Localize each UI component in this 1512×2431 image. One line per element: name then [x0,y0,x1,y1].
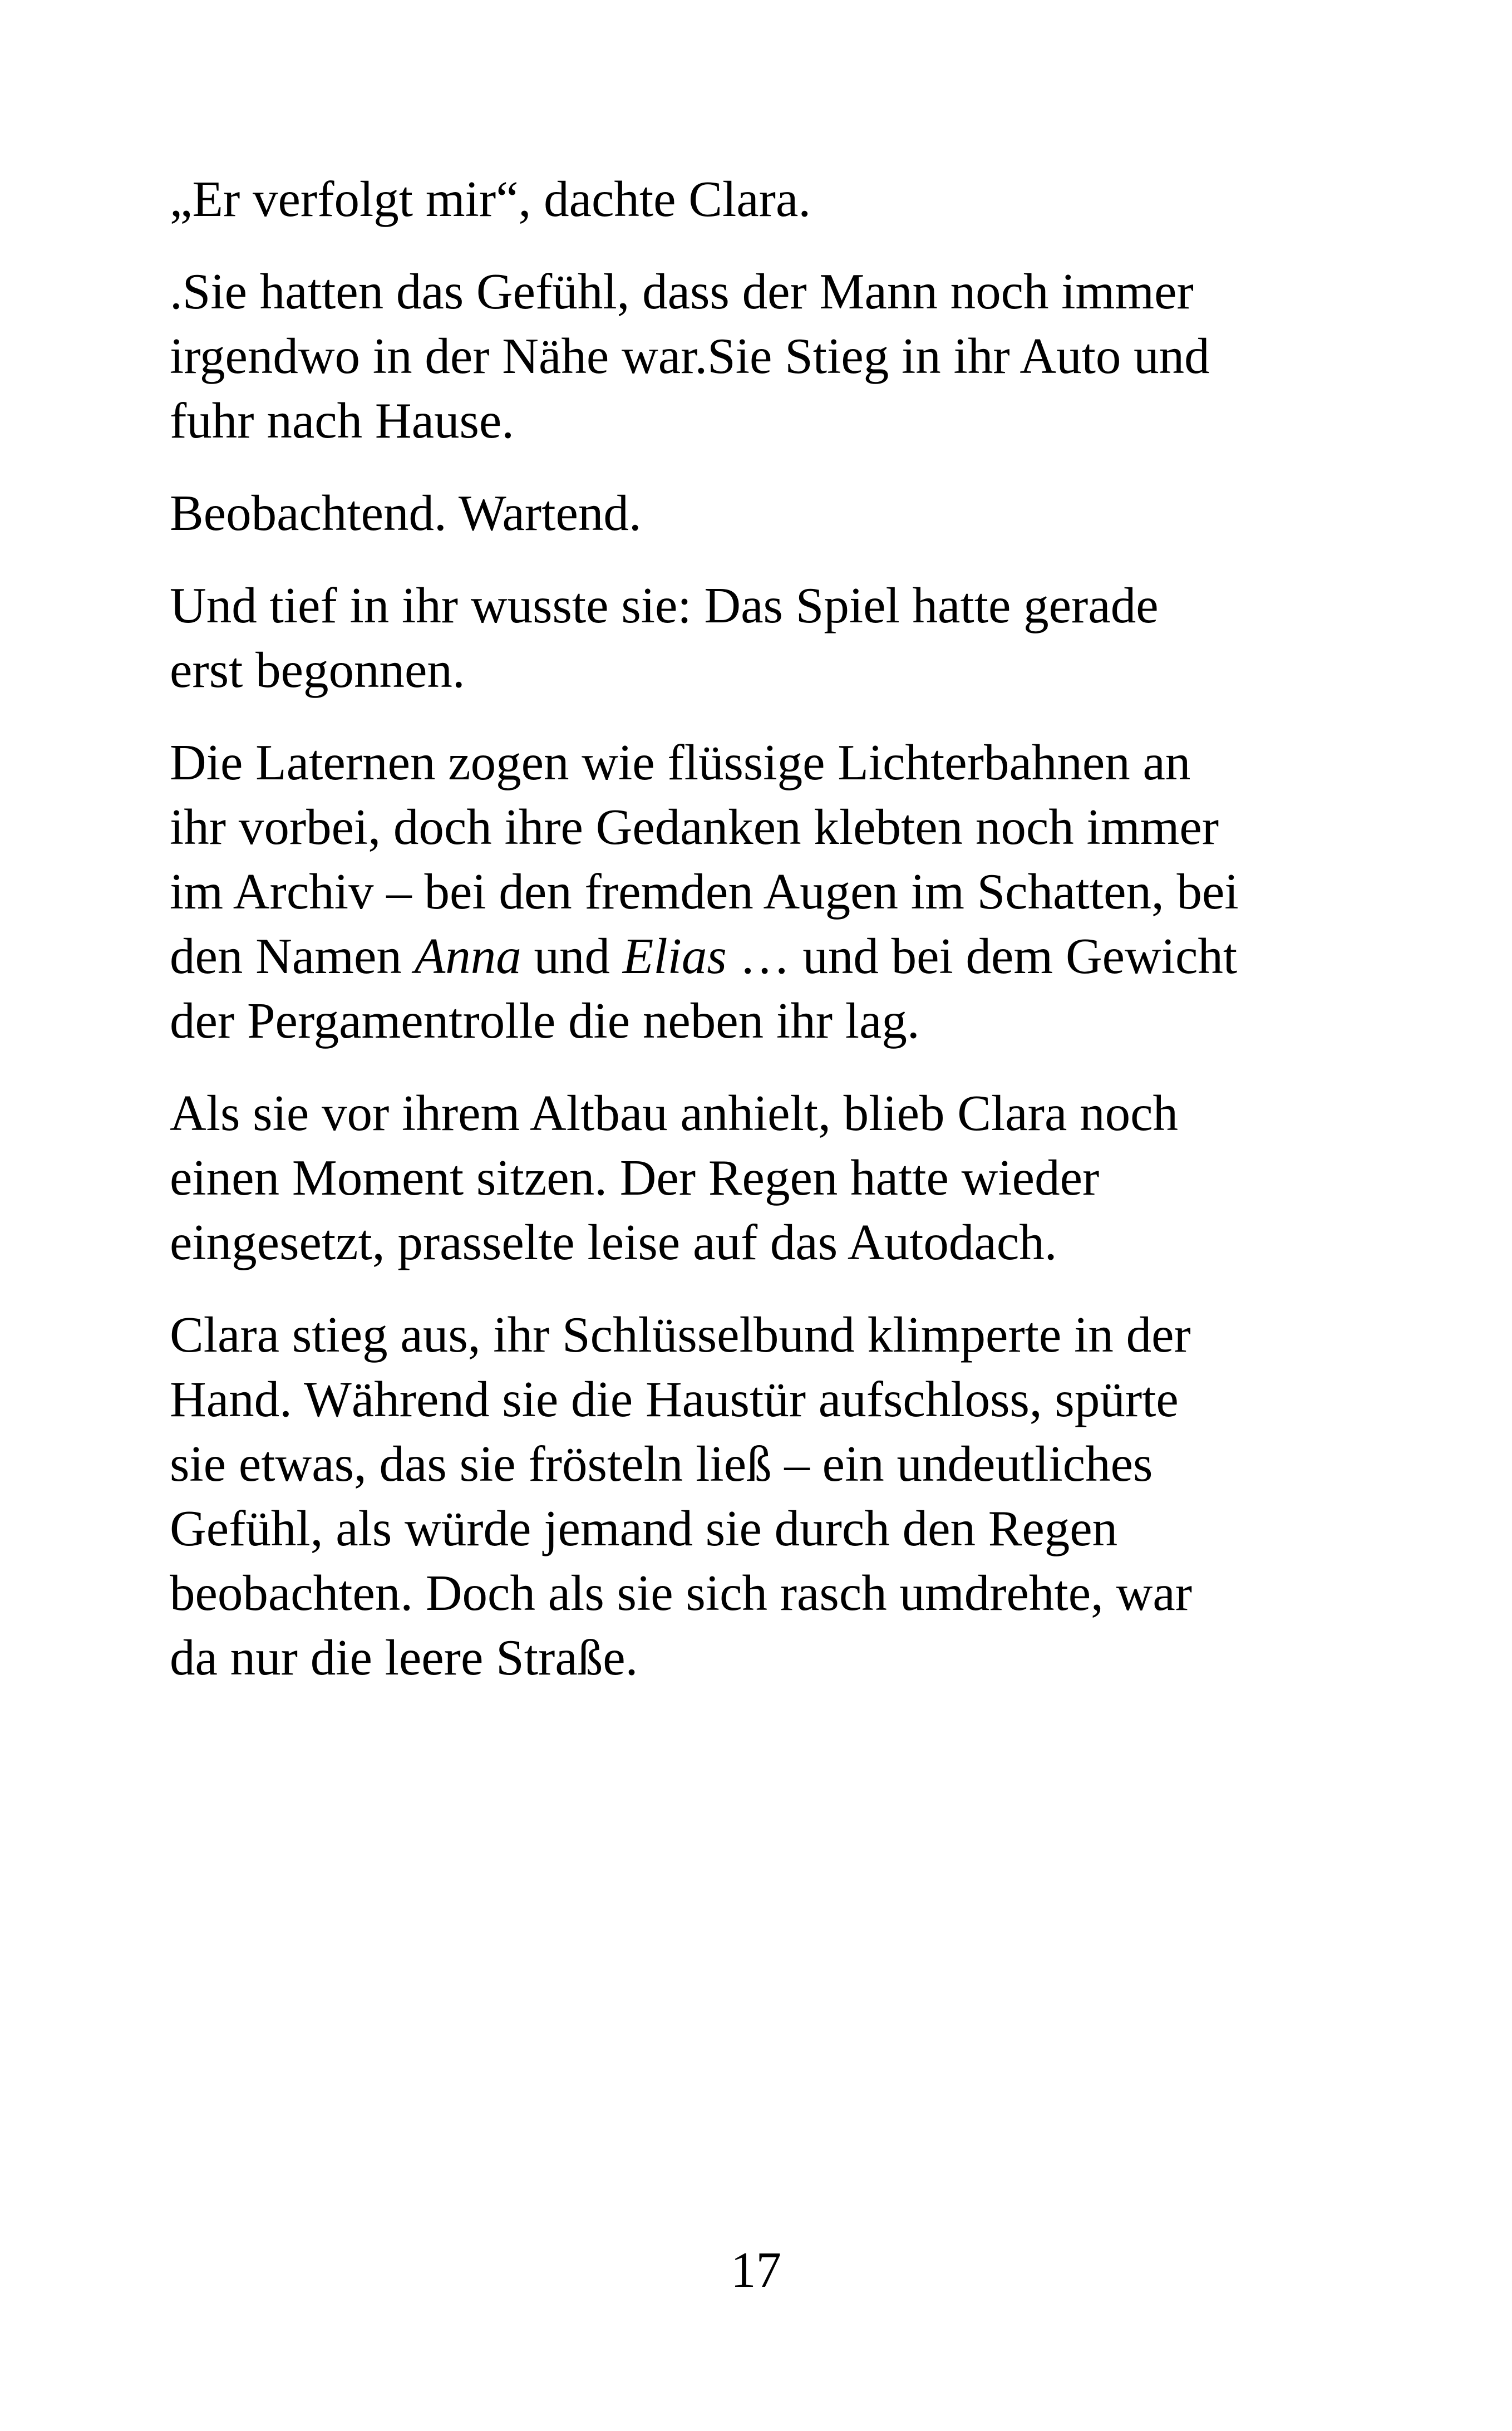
paragraph [170,481,1383,546]
name-anna: Anna [414,928,521,984]
text-run: … und bei dem Gewicht [726,928,1238,984]
text-line: erst begonnen. [170,642,465,698]
text-line: da nur die leere Straße. [170,1629,638,1686]
text-line: ihr vorbei, doch ihre Gedanken klebten noch immer [170,799,1219,855]
body-text [170,167,1383,1718]
paragraph [170,1303,1383,1690]
text-line: Clara stieg aus, ihr Schlüsselbund klimperte in der [170,1307,1191,1363]
page-number: 17 [731,2242,781,2298]
text-line: irgendwo in der Nähe war.Sie Stieg in ihr Auto und [170,328,1210,384]
paragraph [170,259,1383,453]
text-line: .Sie hatten das Gefühl, dass der Mann noch immer [170,263,1194,320]
text-line: eingesetzt, prasselte leise auf das Autodach. [170,1214,1057,1270]
text-line: im Archiv – bei den fremden Augen im Schatten, bei [170,863,1239,920]
text-run: den Namen [170,928,415,984]
text-line: sie etwas, das sie frösteln ließ – ein undeutliches [170,1436,1153,1492]
text-line: einen Moment sitzen. Der Regen hatte wieder [170,1150,1100,1206]
text-line: fuhr nach Hause. [170,392,515,449]
text-line: Gefühl, als würde jemand sie durch den Regen [170,1500,1118,1556]
paragraph [170,1081,1383,1275]
text-line: Und tief in ihr wusste sie: Das Spiel hatte gerade [170,577,1159,633]
text-run: und [521,928,623,984]
name-elias: Elias [622,928,727,984]
text-line: „Er verfolgt mir“, dachte Clara. [170,171,811,227]
paragraph [170,573,1383,703]
text-line: Hand. Während sie die Haustür aufschloss, spürte [170,1371,1179,1427]
paragraph [170,730,1383,1053]
text-line: Beobachtend. Wartend. [170,485,642,541]
text-line: Als sie vor ihrem Altbau anhielt, blieb Clara noch [170,1085,1179,1141]
text-line [170,924,1383,989]
text-line: der Pergamentrolle die neben ihr lag. [170,993,920,1049]
paragraph [170,167,1383,232]
text-line: Die Laternen zogen wie flüssige Lichterbahnen an [170,734,1191,790]
text-line: beobachten. Doch als sie sich rasch umdrehte, war [170,1565,1193,1621]
